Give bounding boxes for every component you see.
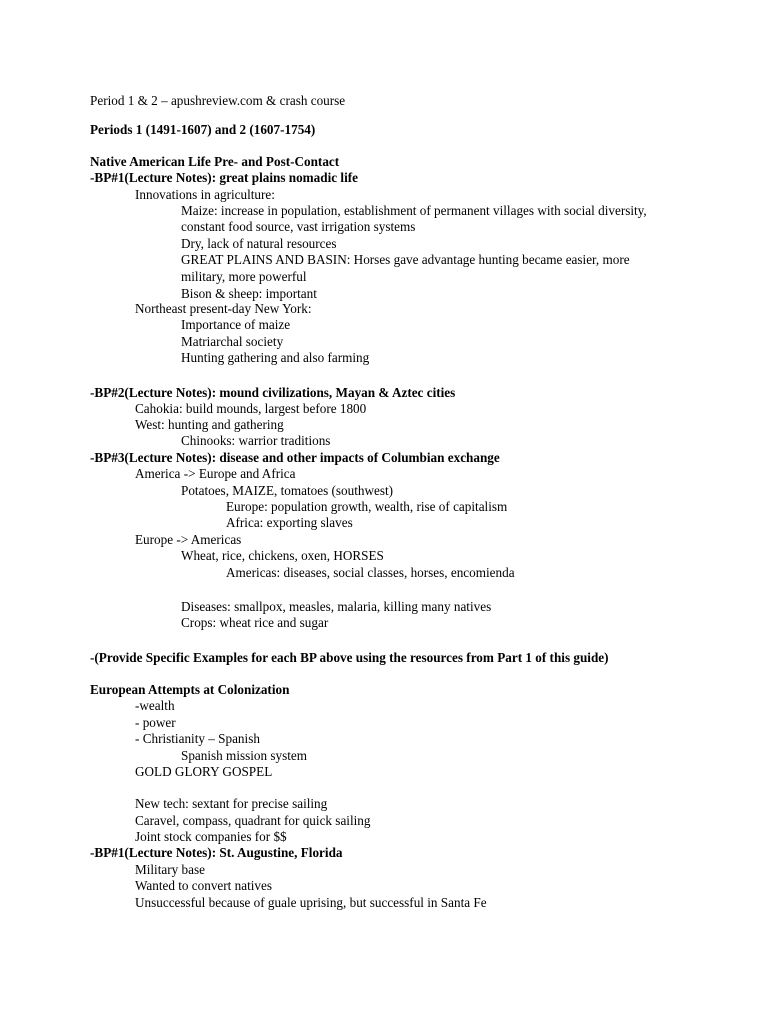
text-line: West: hunting and gathering [135, 417, 284, 432]
heading-line: Native American Life Pre- and Post-Contact [90, 154, 340, 169]
text-line: Diseases: smallpox, measles, malaria, killing many natives [181, 599, 492, 614]
text-line: Americas: diseases, social classes, horses, encomienda [226, 565, 515, 580]
text-line: Crops: wheat rice and sugar [181, 615, 329, 630]
text-line: Maize: increase in population, establishment of permanent villages with social diversity, [181, 203, 647, 218]
text-line: Wheat, rice, chickens, oxen, HORSES [181, 548, 384, 563]
text-line: military, more powerful [181, 269, 307, 284]
text-line: Innovations in agriculture: [135, 187, 275, 202]
text-line: Africa: exporting slaves [226, 515, 353, 530]
text-line: GREAT PLAINS AND BASIN: Horses gave advantage hunting became easier, more [181, 252, 630, 267]
heading-line: -BP#1(Lecture Notes): great plains nomadic life [90, 170, 358, 185]
text-line: Northeast present-day New York: [135, 301, 312, 316]
text-line: GOLD GLORY GOSPEL [135, 764, 273, 779]
text-line: Importance of maize [181, 317, 291, 332]
heading-line: -BP#2(Lecture Notes): mound civilizations, Mayan & Aztec cities [90, 385, 456, 400]
text-line: Potatoes, MAIZE, tomatoes (southwest) [181, 483, 394, 498]
text-line: Matriarchal society [181, 334, 284, 349]
text-line: Chinooks: warrior traditions [181, 433, 331, 448]
text-line: Europe -> Americas [135, 532, 242, 547]
text-line: - power [135, 715, 176, 730]
text-line: Joint stock companies for $$ [135, 829, 287, 844]
text-line: - Christianity – Spanish [135, 731, 260, 746]
text-line: Cahokia: build mounds, largest before 1800 [135, 401, 367, 416]
text-line: Military base [135, 862, 205, 877]
text-line: Bison & sheep: important [181, 286, 317, 301]
text-line: Wanted to convert natives [135, 878, 272, 893]
text-line: Caravel, compass, quadrant for quick sailing [135, 813, 371, 828]
text-line: -wealth [135, 698, 175, 713]
text-line: America -> Europe and Africa [135, 466, 296, 481]
text-line: New tech: sextant for precise sailing [135, 796, 328, 811]
heading-line: -BP#1(Lecture Notes): St. Augustine, Florida [90, 845, 343, 860]
heading-line: Periods 1 (1491-1607) and 2 (1607-1754) [90, 122, 316, 137]
text-line: constant food source, vast irrigation systems [181, 219, 416, 234]
heading-line: -(Provide Specific Examples for each BP above using the resources from Part 1 of this guide) [90, 650, 609, 665]
text-line: Period 1 & 2 – apushreview.com & crash course [90, 93, 346, 108]
heading-line: -BP#3(Lecture Notes): disease and other impacts of Columbian exchange [90, 450, 500, 465]
text-line: Europe: population growth, wealth, rise of capitalism [226, 499, 508, 514]
text-line: Dry, lack of natural resources [181, 236, 337, 251]
text-line: Hunting gathering and also farming [181, 350, 370, 365]
heading-line: European Attempts at Colonization [90, 682, 290, 697]
text-line: Spanish mission system [181, 748, 308, 763]
text-line: Unsuccessful because of guale uprising, but successful in Santa Fe [135, 895, 487, 910]
